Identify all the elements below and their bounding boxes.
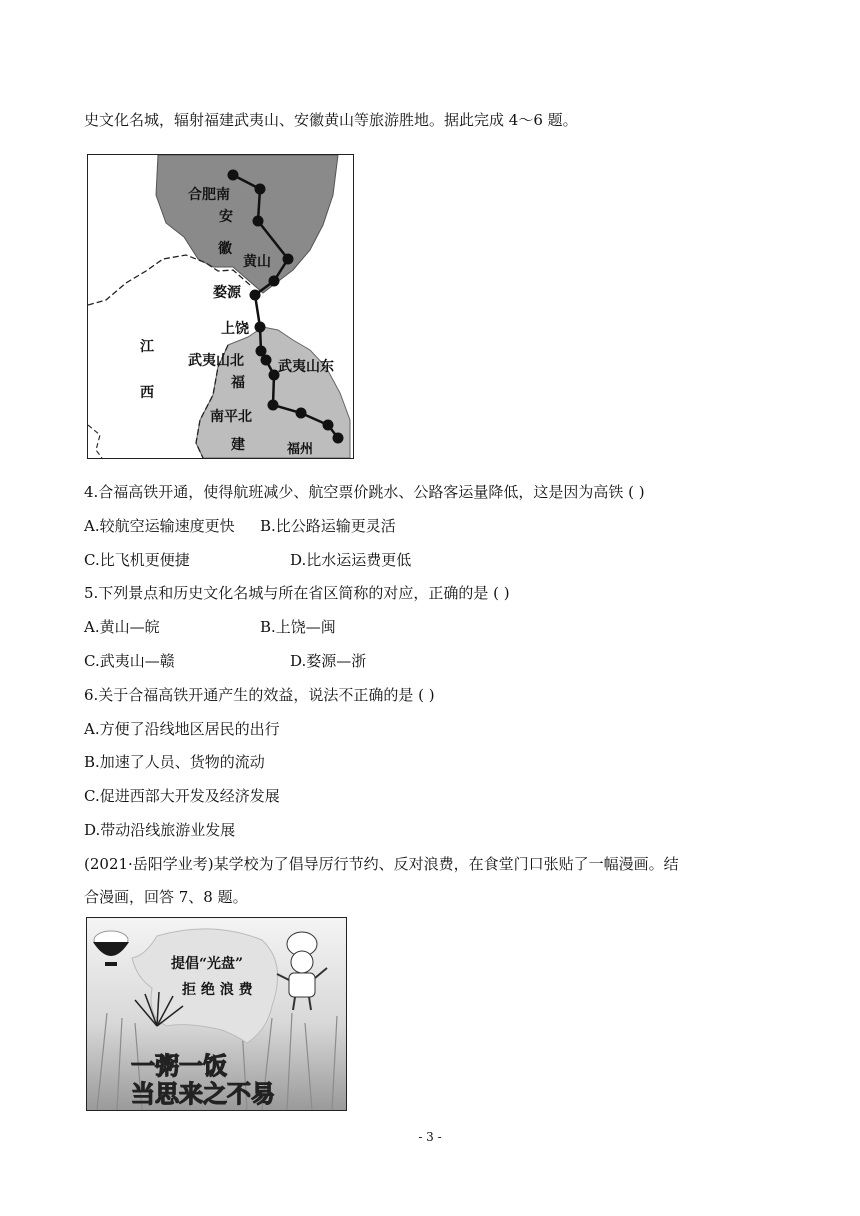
passage-2-line-2: 合漫画，回答 7、8 题。 bbox=[84, 888, 248, 906]
question-4-stem: 4.合福高铁开通，使得航班减少、航空票价跳水、公路客运量降低，这是因为高铁 ( ) bbox=[84, 483, 645, 501]
q4-option-d: D.比水运运费更低 bbox=[290, 551, 412, 569]
slogan-line-1: 提倡“光盘” bbox=[171, 956, 244, 972]
caption-line-2: 当思来之不易 bbox=[131, 1080, 275, 1108]
q4-option-a: A.较航空运输速度更快 bbox=[84, 517, 235, 535]
q5-option-b: B.上饶—闽 bbox=[260, 618, 336, 636]
q5-option-c: C.武夷山—赣 bbox=[84, 652, 175, 670]
label-shangrao: 上饶 bbox=[221, 321, 249, 337]
slogan-line-2: 拒 绝 浪 费 bbox=[182, 982, 253, 998]
label-hui: 徽 bbox=[218, 241, 232, 257]
question-5-stem: 5.下列景点和历史文化名城与所在省区简称的对应，正确的是 ( ) bbox=[84, 584, 510, 602]
label-xi: 西 bbox=[140, 385, 154, 401]
label-fuzhou: 福州 bbox=[287, 442, 314, 457]
q6-option-c: C.促进西部大开发及经济发展 bbox=[84, 787, 280, 805]
passage-2-line-1: (2021·岳阳学业考)某学校为了倡导厉行节约、反对浪费，在食堂门口张贴了一幅漫画。结 bbox=[84, 855, 679, 873]
label-wuyishan-north: 武夷山北 bbox=[188, 353, 244, 369]
label-jian: 建 bbox=[231, 437, 245, 453]
q4-option-c: C.比飞机更便捷 bbox=[84, 551, 190, 569]
label-wuyuan: 婺源 bbox=[213, 285, 241, 301]
anhui-region bbox=[156, 155, 338, 293]
label-an: 安 bbox=[219, 209, 233, 225]
label-jiang: 江 bbox=[140, 339, 154, 355]
label-huangshan: 黄山 bbox=[243, 254, 271, 270]
q6-option-d: D.带动沿线旅游业发展 bbox=[84, 821, 236, 839]
railway-map bbox=[87, 154, 354, 459]
label-fu: 福 bbox=[231, 375, 245, 391]
label-hefei-south: 合肥南 bbox=[188, 187, 230, 203]
q5-option-a: A.黄山—皖 bbox=[84, 618, 160, 636]
q4-option-b: B.比公路运输更灵活 bbox=[260, 517, 396, 535]
q6-option-a: A.方便了沿线地区居民的出行 bbox=[84, 720, 280, 738]
label-nanping-north: 南平北 bbox=[210, 409, 252, 425]
q5-option-d: D.婺源—浙 bbox=[290, 652, 367, 670]
cartoon-image bbox=[86, 917, 347, 1111]
caption-line-1: 一粥一饭 bbox=[131, 1052, 227, 1080]
question-6-stem: 6.关于合福高铁开通产生的效益，说法不正确的是 ( ) bbox=[84, 686, 435, 704]
label-wuyishan-east: 武夷山东 bbox=[278, 359, 334, 375]
page-number: - 3 - bbox=[418, 1130, 442, 1144]
intro-text: 史文化名城，辐射福建武夷山、安徽黄山等旅游胜地。据此完成 4～6 题。 bbox=[84, 111, 578, 129]
q6-option-b: B.加速了人员、货物的流动 bbox=[84, 753, 265, 771]
